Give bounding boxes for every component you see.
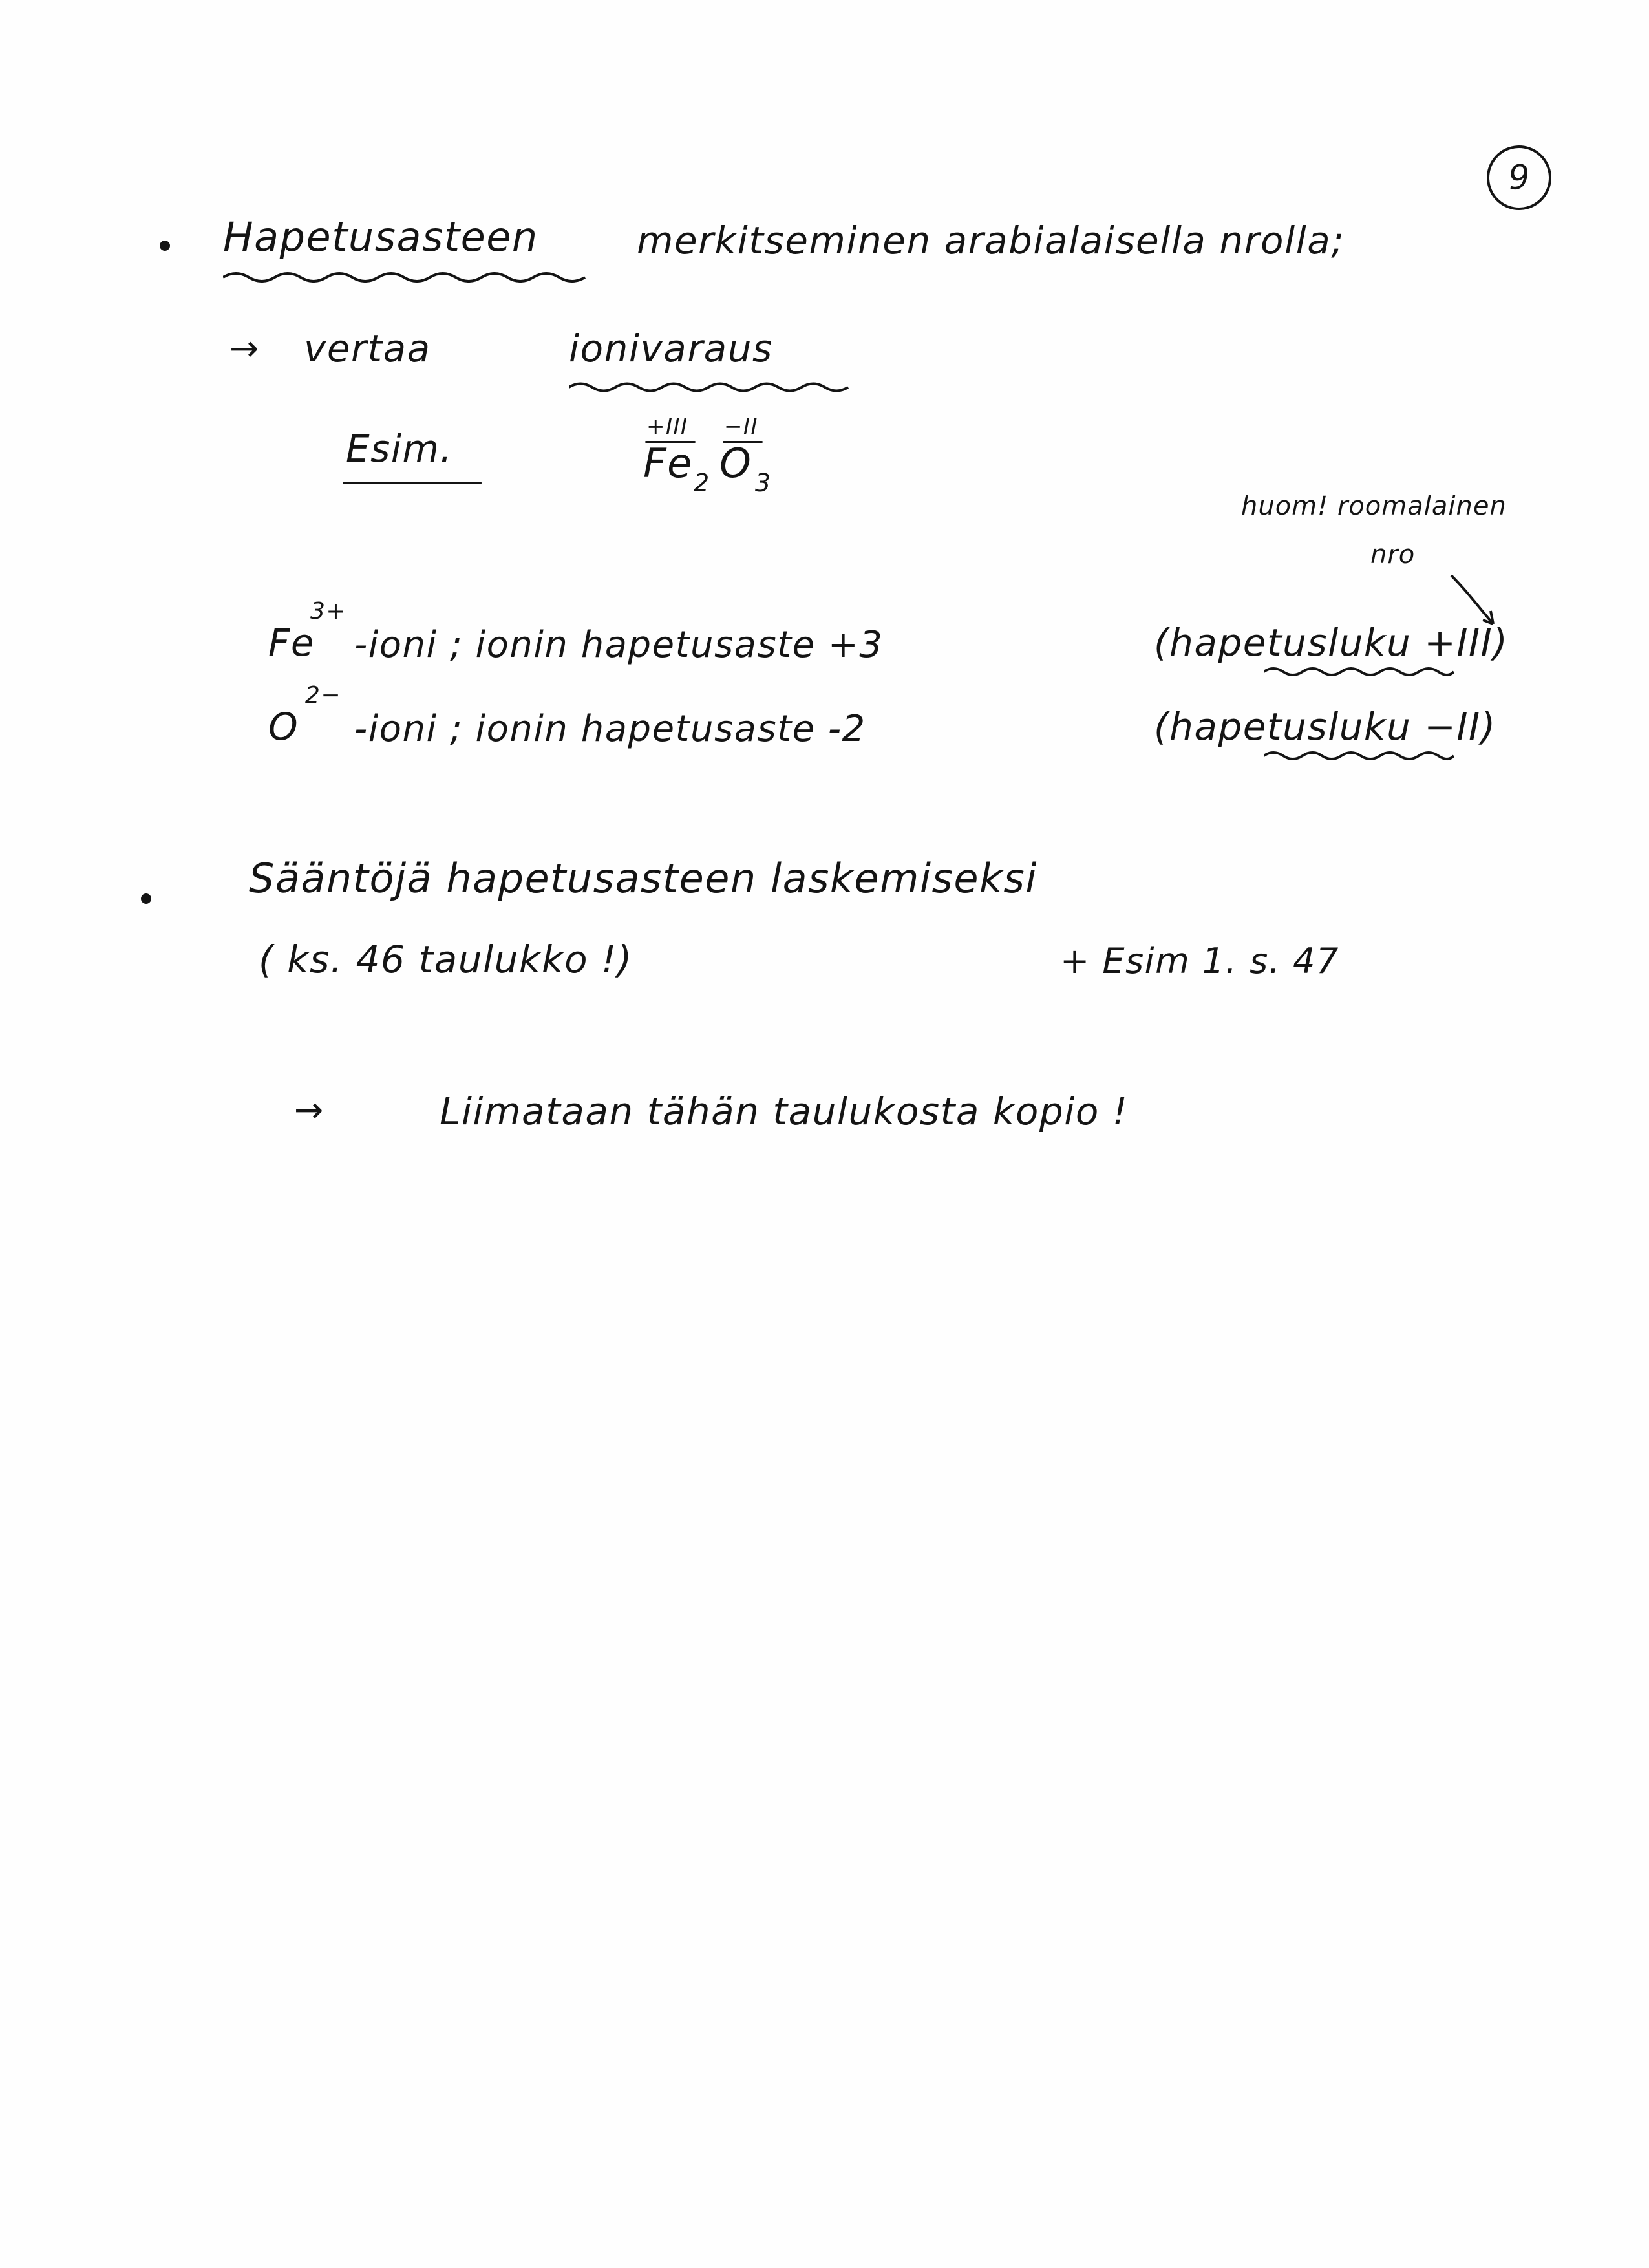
formula-fe-subscript: 2 [694,469,710,497]
ion-1-text: -ioni ; ionin hapetusaste +3 [354,624,884,666]
ion-1-hapetusluku-wavy-underline [1264,664,1454,673]
rules-reference-left: ( ks. 46 taulukko !) [259,937,633,981]
ion-1-charge: 3+ [310,598,347,625]
vertaa-text: vertaa [304,326,431,370]
ion-2-hapetusluku-wavy-underline [1264,748,1454,757]
ionivaraus-wavy-underline [569,378,850,387]
ion-1-parenthetical: (hapetusluku +III) [1154,621,1509,665]
page-number-badge: 9 [1485,144,1553,211]
ion-2-species: O [268,705,299,749]
rules-reference-right: + Esim 1. s. 47 [1060,941,1339,981]
formula-o: O [719,440,752,487]
heading-wavy-underline [223,268,588,277]
bullet-point-1 [160,241,170,251]
oxidation-number-o: −II [724,414,759,440]
arrow-icon-1: → [229,328,259,369]
formula-o-subscript: 3 [755,469,772,497]
rules-heading: Sääntöjä hapetusasteen laskemiseksi [249,855,1037,902]
ion-2-charge: 2− [305,682,342,709]
example-label: Esim. [346,427,453,471]
paste-instruction: Liimataan tähän taulukosta kopio ! [440,1089,1129,1133]
side-note-line-1: huom! roomalainen [1241,491,1507,521]
ionivaraus-text: ionivaraus [569,326,773,370]
example-label-underline [343,482,482,484]
oxidation-number-fe: +III [646,414,688,440]
side-note-line-2: nro [1370,540,1416,570]
formula-fe: Fe [643,440,693,487]
ion-2-parenthetical: (hapetusluku −II) [1154,705,1496,749]
heading-rest-text: merkitseminen arabialaisella nrolla; [637,219,1345,262]
arrow-icon-2: → [294,1089,324,1130]
ion-2-text: -ioni ; ionin hapetusaste -2 [354,708,866,750]
ion-1-species: Fe [268,621,315,665]
bullet-point-2 [141,893,151,904]
heading-underlined-word: Hapetusasteen [223,213,538,261]
